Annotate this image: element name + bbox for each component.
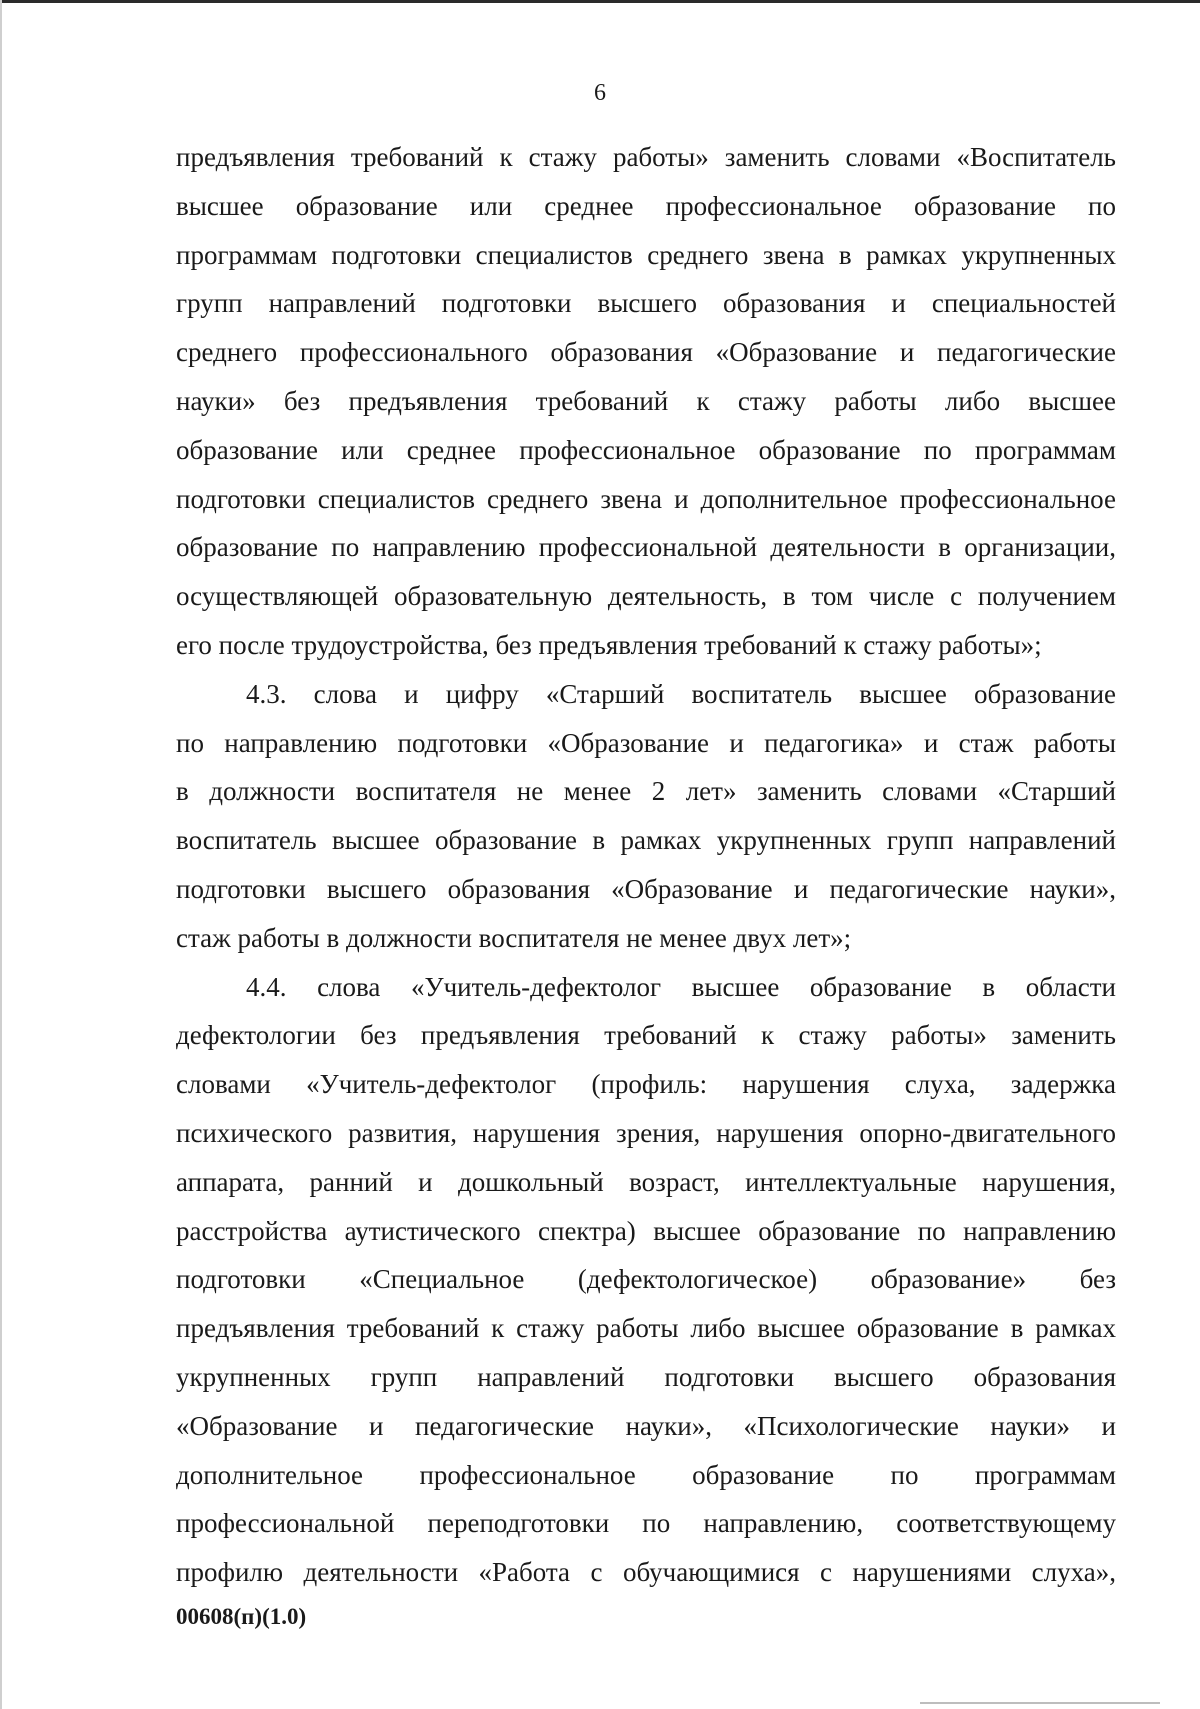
text-line: стаж работы в должности воспитателя не менее двух лет»; [176, 922, 852, 953]
text-line: подготовки «Специальное (дефектологическое) образование» без [176, 1264, 1116, 1295]
left-scan-edge [0, 0, 2, 1709]
text-line: профилю деятельности «Работа с обучающимися с нарушениями слуха», [176, 1557, 1116, 1588]
text-line: «Образование и педагогические науки», «Психологические науки» и [176, 1410, 1116, 1441]
text-line: в должности воспитателя не менее 2 лет» заменить словами «Старший [176, 776, 1116, 807]
bottom-scan-mark [920, 1702, 1160, 1704]
text-line: предъявления требований к стажу работы либо высшее образование в рамках [176, 1313, 1116, 1344]
text-line: науки» без предъявления требований к стажу работы либо высшее [176, 385, 1116, 416]
text-line: подготовки специалистов среднего звена и дополнительное профессиональное [176, 483, 1116, 514]
document-code: 00608(п)(1.0) [176, 1604, 307, 1629]
text-line: групп направлений подготовки высшего образования и специальностей [176, 288, 1116, 319]
text-line: предъявления требований к стажу работы» заменить словами «Воспитатель [176, 142, 1116, 172]
text-line: расстройства аутистического спектра) высшее образование по направлению [176, 1215, 1116, 1246]
text-line: по направлению подготовки «Образование и педагогика» и стаж работы [176, 727, 1116, 758]
text-line: воспитатель высшее образование в рамках укрупненных групп направлений [176, 825, 1116, 856]
text-line: образование или среднее профессиональное образование по программам [176, 434, 1116, 465]
text-line: аппарата, ранний и дошкольный возраст, интеллектуальные нарушения, [176, 1166, 1116, 1197]
document-body [176, 133, 1116, 1597]
paragraph-start-line: 4.4. слова «Учитель-дефектолог высшее образование в области [246, 971, 1116, 1002]
text-line: высшее образование или среднее профессиональное образование по [176, 190, 1116, 221]
text-line: профессиональной переподготовки по направлению, соответствующему [176, 1508, 1116, 1539]
page-number: 6 [594, 80, 606, 106]
text-line: укрупненных групп направлений подготовки высшего образования [176, 1361, 1116, 1392]
text-line: его после трудоустройства, без предъявления требований к стажу работы»; [176, 629, 1042, 660]
text-line: среднего профессионального образования «Образование и педагогические [176, 337, 1116, 368]
text-line: осуществляющей образовательную деятельность, в том числе с получением [176, 581, 1116, 612]
text-line: программам подготовки специалистов среднего звена в рамках укрупненных [176, 239, 1116, 270]
top-border-line [0, 0, 1200, 3]
text-line: дефектологии без предъявления требований к стажу работы» заменить [176, 1020, 1116, 1051]
text-line: дополнительное профессиональное образование по программам [176, 1459, 1116, 1490]
text-line: образование по направлению профессиональной деятельности в организации, [176, 532, 1116, 563]
text-line: словами «Учитель-дефектолог (профиль: нарушения слуха, задержка [176, 1069, 1116, 1100]
text-line: психического развития, нарушения зрения, нарушения опорно-двигательного [176, 1117, 1116, 1148]
text-line: подготовки высшего образования «Образование и педагогические науки», [176, 873, 1116, 904]
paragraph-start-line: 4.3. слова и цифру «Старший воспитатель высшее образование [246, 678, 1116, 709]
